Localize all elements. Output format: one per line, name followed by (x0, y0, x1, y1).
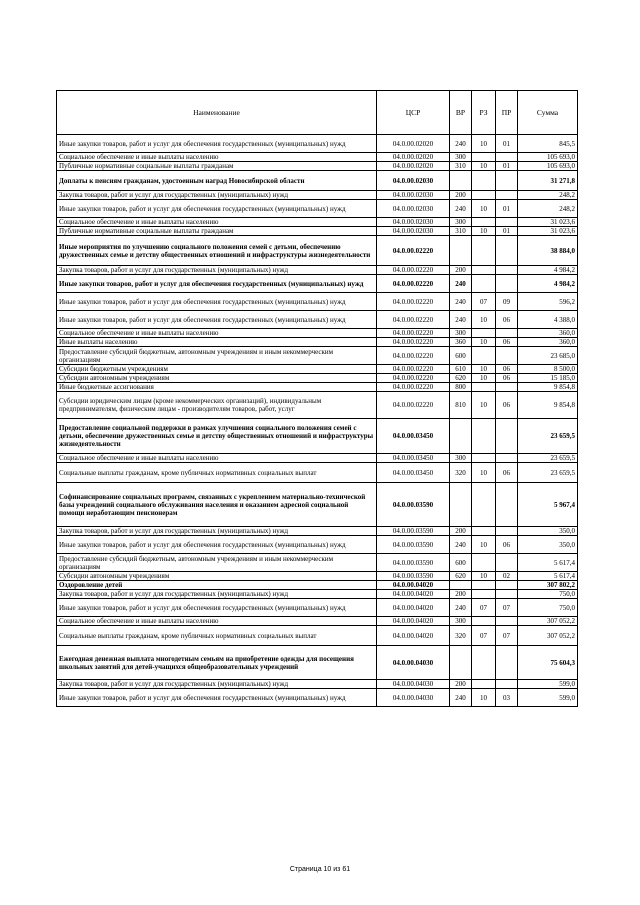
cell-rz: 10 (472, 135, 496, 153)
cell-name: Субсидии юридическим лицам (кроме некоммерческих организаций), индивидуальным предпринимателям, физическим лицам - производителям товаров, работ, услуг (57, 392, 377, 419)
cell-csr: 04.0.00.02220 (377, 329, 450, 338)
cell-pr: 02 (496, 572, 518, 581)
cell-csr: 04.0.00.04020 (377, 599, 450, 617)
table-row (57, 227, 578, 236)
table-header-row (57, 91, 578, 135)
cell-csr: 04.0.00.04030 (377, 689, 450, 707)
cell-pr (496, 236, 518, 266)
cell-name: Иные выплаты населению (57, 338, 377, 347)
cell-name: Социальное обеспечение и иные выплаты населению (57, 454, 377, 463)
cell-rz (472, 483, 496, 527)
cell-name: Субсидии бюджетным учреждениям (57, 365, 377, 374)
table-row (57, 275, 578, 293)
cell-vr: 360 (450, 338, 472, 347)
cell-vr: 600 (450, 347, 472, 365)
cell-vr: 310 (450, 162, 472, 171)
page-number: Страница 10 из 61 (289, 866, 351, 873)
table-row (57, 599, 578, 617)
cell-pr: 03 (496, 689, 518, 707)
cell-rz: 10 (472, 374, 496, 383)
table-row (57, 266, 578, 275)
table-row (57, 153, 578, 162)
cell-sum: 596,2 (518, 293, 578, 311)
cell-name: Социальное обеспечение и иные выплаты населению (57, 153, 377, 162)
cell-sum: 38 884,0 (518, 236, 578, 266)
cell-csr: 04.0.00.03450 (377, 463, 450, 483)
cell-csr: 04.0.00.03590 (377, 527, 450, 536)
cell-csr: 04.0.00.02220 (377, 338, 450, 347)
cell-pr: 06 (496, 463, 518, 483)
cell-csr: 04.0.00.02020 (377, 153, 450, 162)
cell-sum: 9 854,8 (518, 392, 578, 419)
cell-csr: 04.0.00.04030 (377, 646, 450, 680)
cell-csr: 04.0.00.02030 (377, 227, 450, 236)
cell-sum: 307 802,2 (518, 581, 578, 590)
cell-rz (472, 171, 496, 191)
cell-rz (472, 680, 496, 689)
cell-vr: 200 (450, 266, 472, 275)
cell-name: Софинансирование социальных программ, связанных с укреплением материально-технической базы учреждений социального обслуживания населения и оказанием адресной социальной помощи неработающим пенсионерам (57, 483, 377, 527)
cell-vr: 200 (450, 680, 472, 689)
cell-name: Закупка товаров, работ и услуг для государственных (муниципальных) нужд (57, 527, 377, 536)
cell-pr: 07 (496, 626, 518, 646)
cell-name: Предоставление субсидий бюджетным, автономным учреждениям и иным некоммерческим организациям (57, 347, 377, 365)
cell-sum: 105 693,0 (518, 153, 578, 162)
header-vr: ВР (450, 91, 472, 135)
header-csr: ЦСР (377, 91, 450, 135)
cell-sum: 23 659,5 (518, 454, 578, 463)
cell-pr: 01 (496, 200, 518, 218)
cell-rz: 10 (472, 392, 496, 419)
cell-name: Закупка товаров, работ и услуг для государственных (муниципальных) нужд (57, 590, 377, 599)
cell-sum: 23 685,0 (518, 347, 578, 365)
cell-vr: 200 (450, 527, 472, 536)
cell-pr (496, 347, 518, 365)
cell-pr: 01 (496, 162, 518, 171)
cell-name: Иные закупки товаров, работ и услуг для обеспечения государственных (муниципальных) нужд (57, 536, 377, 554)
cell-sum: 4 388,0 (518, 311, 578, 329)
table-row (57, 590, 578, 599)
cell-pr (496, 191, 518, 200)
cell-sum: 307 052,2 (518, 617, 578, 626)
cell-vr: 810 (450, 392, 472, 419)
table-row (57, 236, 578, 266)
cell-rz (472, 266, 496, 275)
cell-csr: 04.0.00.03590 (377, 554, 450, 572)
cell-name: Иные закупки товаров, работ и услуг для обеспечения государственных (муниципальных) нужд (57, 200, 377, 218)
cell-vr: 200 (450, 590, 472, 599)
table-row (57, 383, 578, 392)
cell-pr: 07 (496, 599, 518, 617)
table-row (57, 329, 578, 338)
cell-rz (472, 454, 496, 463)
cell-pr (496, 218, 518, 227)
cell-sum: 307 052,2 (518, 626, 578, 646)
cell-vr: 320 (450, 626, 472, 646)
cell-csr: 04.0.00.02220 (377, 347, 450, 365)
header-sum: Сумма (518, 91, 578, 135)
cell-vr (450, 483, 472, 527)
cell-name: Публичные нормативные социальные выплаты гражданам (57, 162, 377, 171)
cell-name: Иные закупки товаров, работ и услуг для обеспечения государственных (муниципальных) нужд (57, 293, 377, 311)
table-row (57, 617, 578, 626)
table-row (57, 162, 578, 171)
cell-rz (472, 581, 496, 590)
cell-csr: 04.0.00.02030 (377, 218, 450, 227)
cell-pr: 01 (496, 227, 518, 236)
cell-vr: 310 (450, 227, 472, 236)
cell-name: Закупка товаров, работ и услуг для государственных (муниципальных) нужд (57, 266, 377, 275)
cell-rz: 10 (472, 463, 496, 483)
cell-vr: 300 (450, 153, 472, 162)
cell-csr: 04.0.00.02030 (377, 191, 450, 200)
cell-vr (450, 171, 472, 191)
header-rz: РЗ (472, 91, 496, 135)
cell-name: Иные закупки товаров, работ и услуг для обеспечения государственных (муниципальных) нужд (57, 135, 377, 153)
cell-rz (472, 275, 496, 293)
table-row (57, 338, 578, 347)
cell-name: Закупка товаров, работ и услуг для государственных (муниципальных) нужд (57, 680, 377, 689)
cell-csr: 04.0.00.03590 (377, 536, 450, 554)
cell-sum: 750,0 (518, 599, 578, 617)
cell-csr: 04.0.00.02220 (377, 293, 450, 311)
cell-pr (496, 554, 518, 572)
cell-vr: 240 (450, 275, 472, 293)
cell-pr: 06 (496, 311, 518, 329)
cell-sum: 4 984,2 (518, 266, 578, 275)
cell-pr (496, 483, 518, 527)
cell-rz: 10 (472, 311, 496, 329)
cell-pr (496, 527, 518, 536)
table-row (57, 392, 578, 419)
table-row (57, 200, 578, 218)
cell-rz: 10 (472, 536, 496, 554)
cell-rz: 10 (472, 572, 496, 581)
cell-rz (472, 590, 496, 599)
cell-vr (450, 646, 472, 680)
cell-rz (472, 646, 496, 680)
cell-sum: 360,0 (518, 329, 578, 338)
cell-sum: 599,0 (518, 680, 578, 689)
cell-rz: 10 (472, 689, 496, 707)
table-row (57, 365, 578, 374)
table-row (57, 135, 578, 153)
table-row (57, 626, 578, 646)
cell-pr: 06 (496, 374, 518, 383)
cell-csr: 04.0.00.02220 (377, 275, 450, 293)
cell-rz (472, 218, 496, 227)
table-row (57, 191, 578, 200)
table-row (57, 454, 578, 463)
cell-vr: 240 (450, 135, 472, 153)
table-row (57, 646, 578, 680)
cell-pr: 09 (496, 293, 518, 311)
table-row (57, 374, 578, 383)
cell-sum: 23 659,5 (518, 463, 578, 483)
cell-rz (472, 347, 496, 365)
cell-sum: 105 693,0 (518, 162, 578, 171)
cell-sum: 350,0 (518, 527, 578, 536)
cell-vr: 300 (450, 617, 472, 626)
cell-name: Иные мероприятия по улучшению социального положения семей с детьми, обеспечению дружественных семье и детству общественных отношений и инфраструктуры жизнедеятельности (57, 236, 377, 266)
cell-rz (472, 236, 496, 266)
cell-vr (450, 581, 472, 590)
table-row (57, 554, 578, 572)
cell-pr (496, 266, 518, 275)
cell-rz: 10 (472, 200, 496, 218)
cell-sum: 750,0 (518, 590, 578, 599)
cell-name: Доплаты к пенсиям гражданам, удостоенным наград Новосибирской области (57, 171, 377, 191)
cell-rz (472, 527, 496, 536)
table-row (57, 483, 578, 527)
cell-pr: 06 (496, 392, 518, 419)
cell-rz: 10 (472, 365, 496, 374)
cell-vr: 610 (450, 365, 472, 374)
cell-csr: 04.0.00.04030 (377, 680, 450, 689)
cell-pr: 06 (496, 365, 518, 374)
cell-sum: 31 023,6 (518, 218, 578, 227)
cell-rz: 07 (472, 599, 496, 617)
header-pr: ПР (496, 91, 518, 135)
cell-rz: 10 (472, 162, 496, 171)
cell-rz (472, 617, 496, 626)
cell-pr (496, 275, 518, 293)
cell-sum: 360,0 (518, 338, 578, 347)
cell-pr: 01 (496, 135, 518, 153)
cell-sum: 5 617,4 (518, 554, 578, 572)
cell-rz (472, 191, 496, 200)
cell-name: Социальное обеспечение и иные выплаты населению (57, 329, 377, 338)
cell-name: Социальные выплаты гражданам, кроме публичных нормативных социальных выплат (57, 626, 377, 646)
cell-vr: 300 (450, 329, 472, 338)
cell-rz: 07 (472, 626, 496, 646)
cell-csr: 04.0.00.02220 (377, 266, 450, 275)
table-row (57, 527, 578, 536)
cell-sum: 15 185,0 (518, 374, 578, 383)
cell-csr: 04.0.00.04020 (377, 581, 450, 590)
cell-csr: 04.0.00.04020 (377, 617, 450, 626)
cell-vr: 240 (450, 599, 472, 617)
table-row (57, 536, 578, 554)
cell-name: Социальные выплаты гражданам, кроме публичных нормативных социальных выплат (57, 463, 377, 483)
table-row (57, 311, 578, 329)
cell-pr (496, 454, 518, 463)
cell-csr: 04.0.00.02020 (377, 135, 450, 153)
cell-name: Социальное обеспечение и иные выплаты населению (57, 218, 377, 227)
table-row (57, 581, 578, 590)
budget-table (56, 90, 578, 707)
cell-vr: 240 (450, 200, 472, 218)
cell-vr: 800 (450, 383, 472, 392)
cell-csr: 04.0.00.03450 (377, 419, 450, 454)
cell-sum: 8 500,0 (518, 365, 578, 374)
cell-csr: 04.0.00.03590 (377, 572, 450, 581)
table-row (57, 218, 578, 227)
cell-name: Предоставление субсидий бюджетным, автономным учреждениям и иным некоммерческим организациям (57, 554, 377, 572)
cell-sum: 5 617,4 (518, 572, 578, 581)
cell-name: Предоставление социальной поддержки в рамках улучшения социального положения семей с детьми, обеспечение дружественных семье и детству общественных отношений и инфраструктуры жизнедеятельности (57, 419, 377, 454)
cell-rz (472, 419, 496, 454)
table-row (57, 171, 578, 191)
cell-pr (496, 581, 518, 590)
cell-rz: 10 (472, 338, 496, 347)
table-body (57, 135, 578, 707)
cell-rz: 10 (472, 227, 496, 236)
cell-vr: 600 (450, 554, 472, 572)
cell-vr: 300 (450, 218, 472, 227)
cell-csr: 04.0.00.02030 (377, 171, 450, 191)
cell-sum: 9 854,8 (518, 383, 578, 392)
cell-vr (450, 236, 472, 266)
cell-name: Иные закупки товаров, работ и услуг для обеспечения государственных (муниципальных) нужд (57, 689, 377, 707)
cell-csr: 04.0.00.02220 (377, 383, 450, 392)
cell-vr: 240 (450, 689, 472, 707)
cell-pr (496, 383, 518, 392)
cell-csr: 04.0.00.02220 (377, 392, 450, 419)
cell-rz (472, 329, 496, 338)
cell-csr: 04.0.00.04020 (377, 590, 450, 599)
cell-vr: 620 (450, 572, 472, 581)
cell-csr: 04.0.00.02220 (377, 374, 450, 383)
cell-pr (496, 617, 518, 626)
cell-csr: 04.0.00.03590 (377, 483, 450, 527)
cell-vr (450, 419, 472, 454)
cell-rz (472, 153, 496, 162)
cell-rz (472, 554, 496, 572)
cell-pr (496, 680, 518, 689)
header-name: Наименование (57, 91, 377, 135)
cell-name: Иные закупки товаров, работ и услуг для обеспечения государственных (муниципальных) нужд (57, 275, 377, 293)
cell-vr: 240 (450, 536, 472, 554)
cell-sum: 23 659,5 (518, 419, 578, 454)
table-row (57, 347, 578, 365)
table-row (57, 680, 578, 689)
cell-sum: 248,2 (518, 191, 578, 200)
cell-name: Иные закупки товаров, работ и услуг для обеспечения государственных (муниципальных) нужд (57, 599, 377, 617)
cell-pr: 06 (496, 338, 518, 347)
cell-sum: 845,5 (518, 135, 578, 153)
cell-vr: 240 (450, 311, 472, 329)
cell-vr: 300 (450, 454, 472, 463)
cell-pr (496, 329, 518, 338)
cell-csr: 04.0.00.02020 (377, 162, 450, 171)
table-row (57, 463, 578, 483)
cell-name: Публичные нормативные социальные выплаты гражданам (57, 227, 377, 236)
table-row (57, 419, 578, 454)
cell-pr (496, 153, 518, 162)
cell-pr (496, 419, 518, 454)
table-row (57, 572, 578, 581)
cell-name: Ежегодная денежная выплата многодетным семьям на приобретение одежды для посещения школьных занятий для детей-учащихся общеобразовательных учреждений (57, 646, 377, 680)
cell-pr: 06 (496, 536, 518, 554)
cell-name: Иные бюджетные ассигнования (57, 383, 377, 392)
cell-csr: 04.0.00.02220 (377, 236, 450, 266)
cell-name: Оздоровление детей (57, 581, 377, 590)
cell-csr: 04.0.00.02220 (377, 311, 450, 329)
cell-vr: 200 (450, 191, 472, 200)
cell-vr: 620 (450, 374, 472, 383)
cell-sum: 5 967,4 (518, 483, 578, 527)
cell-sum: 75 604,3 (518, 646, 578, 680)
cell-sum: 350,0 (518, 536, 578, 554)
cell-sum: 31 271,8 (518, 171, 578, 191)
table-row (57, 689, 578, 707)
cell-name: Субсидии автономным учреждениям (57, 572, 377, 581)
cell-csr: 04.0.00.02030 (377, 200, 450, 218)
cell-sum: 31 023,6 (518, 227, 578, 236)
cell-rz (472, 383, 496, 392)
cell-name: Субсидии автономным учреждениям (57, 374, 377, 383)
cell-name: Социальное обеспечение и иные выплаты населению (57, 617, 377, 626)
cell-pr (496, 171, 518, 191)
cell-sum: 4 984,2 (518, 275, 578, 293)
cell-name: Иные закупки товаров, работ и услуг для обеспечения государственных (муниципальных) нужд (57, 311, 377, 329)
cell-sum: 599,0 (518, 689, 578, 707)
cell-pr (496, 590, 518, 599)
cell-vr: 320 (450, 463, 472, 483)
table-row (57, 293, 578, 311)
cell-csr: 04.0.00.04020 (377, 626, 450, 646)
cell-name: Закупка товаров, работ и услуг для государственных (муниципальных) нужд (57, 191, 377, 200)
cell-rz: 07 (472, 293, 496, 311)
cell-csr: 04.0.00.03450 (377, 454, 450, 463)
cell-csr: 04.0.00.02220 (377, 365, 450, 374)
cell-pr (496, 646, 518, 680)
cell-sum: 248,2 (518, 200, 578, 218)
cell-vr: 240 (450, 293, 472, 311)
